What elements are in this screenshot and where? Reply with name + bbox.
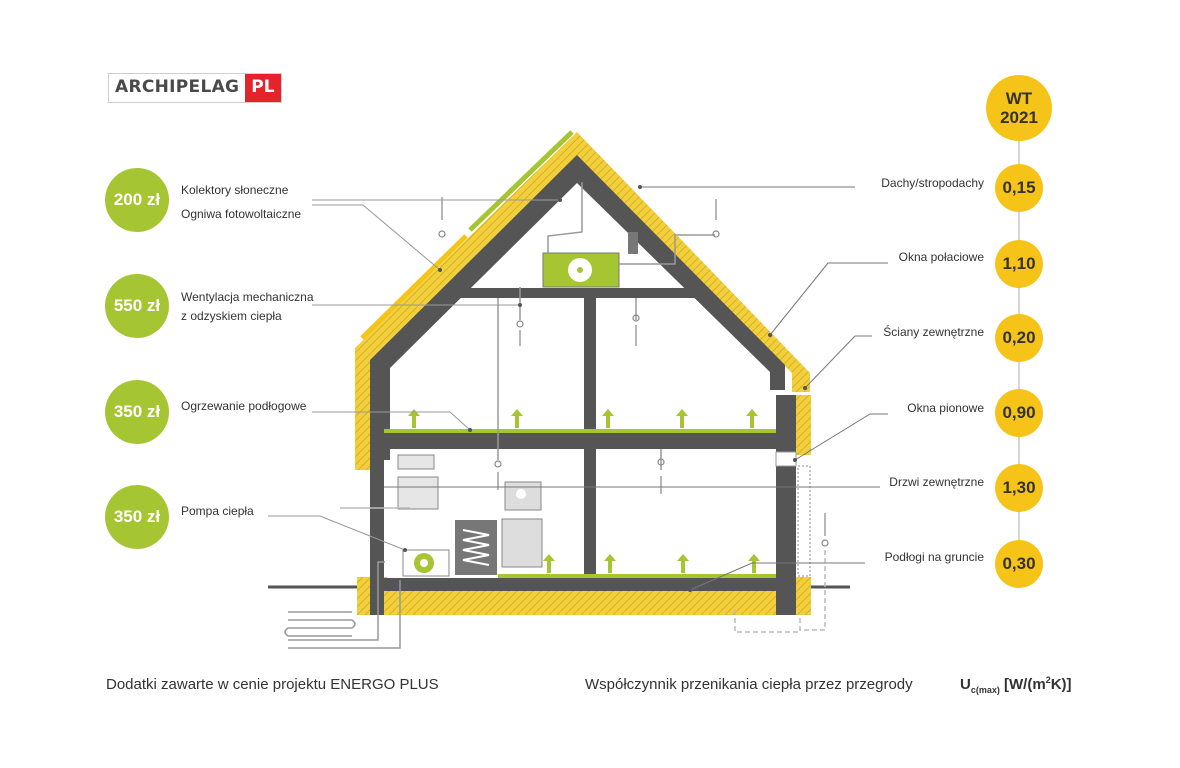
window-vertical: [776, 452, 796, 466]
floor-heating-lower: [498, 574, 776, 578]
partition-value-ground-floors: 0,30: [995, 540, 1043, 588]
floor-heating-upper: [384, 429, 776, 433]
addon-label-heat-recovery: z odzyskiem ciepła: [181, 309, 282, 323]
partition-label-vertical-windows: Okna pionowe: [907, 401, 984, 415]
right-wall: [776, 395, 796, 615]
addon-price-ventilation: 550 zł: [105, 274, 169, 338]
footer-unit: [960, 675, 1072, 695]
logo-badge: PL: [245, 74, 280, 102]
partition-label-roof-windows: Okna połaciowe: [898, 250, 984, 264]
partition-label-exterior-walls: Ściany zewnętrzne: [883, 325, 984, 339]
partition-label-roofs: Dachy/stropodachy: [881, 176, 984, 190]
door-exterior: [798, 466, 810, 576]
addon-label-solar-collectors: Kolektory słoneczne: [181, 183, 289, 197]
standard-badge: [986, 75, 1052, 141]
partition-value-exterior-walls: 0,20: [995, 314, 1043, 362]
unit-open: [W/(m: [1004, 676, 1046, 693]
addon-price-heat-pump: 350 zł: [105, 485, 169, 549]
addon-price-solar: 200 zł: [105, 168, 169, 232]
partition-label-ground-floors: Podłogi na gruncie: [884, 550, 984, 564]
distribution-box: [398, 477, 438, 509]
partition-value-roofs: 0,15: [995, 164, 1043, 212]
footer-uvalue-caption: Współczynnik przenikania ciepła przez przegrody: [585, 676, 913, 693]
right-wall-insulation: [795, 395, 811, 455]
unit-symbol: U: [960, 676, 971, 693]
partition-value-vertical-windows: 0,90: [995, 389, 1043, 437]
ground-floor-slab: [384, 578, 776, 591]
addon-label-heat-pump: Pompa ciepła: [181, 504, 254, 518]
addon-label-photovoltaics: Ogniwa fotowoltaiczne: [181, 207, 302, 221]
control-panel: [398, 455, 434, 469]
addon-price-floor-heating: 350 zł: [105, 380, 169, 444]
unit-close: K)]: [1050, 676, 1072, 693]
standard-line1: WT: [1005, 89, 1033, 108]
attic-ceiling: [455, 288, 705, 298]
slab-insulation: [387, 591, 777, 615]
water-tank: [502, 519, 542, 567]
roof-structure: [370, 155, 785, 460]
partition-value-exterior-doors: 1,30: [995, 464, 1043, 512]
unit-subscript: c(max): [970, 685, 1000, 695]
vent-chimney: [628, 232, 638, 254]
partition-value-roof-windows: 1,10: [995, 240, 1043, 288]
unit-superscript: 2: [1045, 675, 1051, 685]
first-floor-slab: [384, 433, 776, 449]
addon-label-floor-heating: Ogrzewanie podłogowe: [181, 399, 307, 413]
standard-line2: 2021: [1000, 108, 1038, 127]
partition-label-exterior-doors: Drzwi zewnętrzne: [889, 475, 984, 489]
addon-label-ventilation: Wentylacja mechaniczna: [181, 290, 314, 304]
footer-addons-caption: Dodatki zawarte w cenie projektu ENERGO PLUS: [106, 676, 439, 693]
foundation-insulation-right: [795, 577, 811, 615]
logo-text: ARCHIPELAG: [109, 74, 245, 102]
